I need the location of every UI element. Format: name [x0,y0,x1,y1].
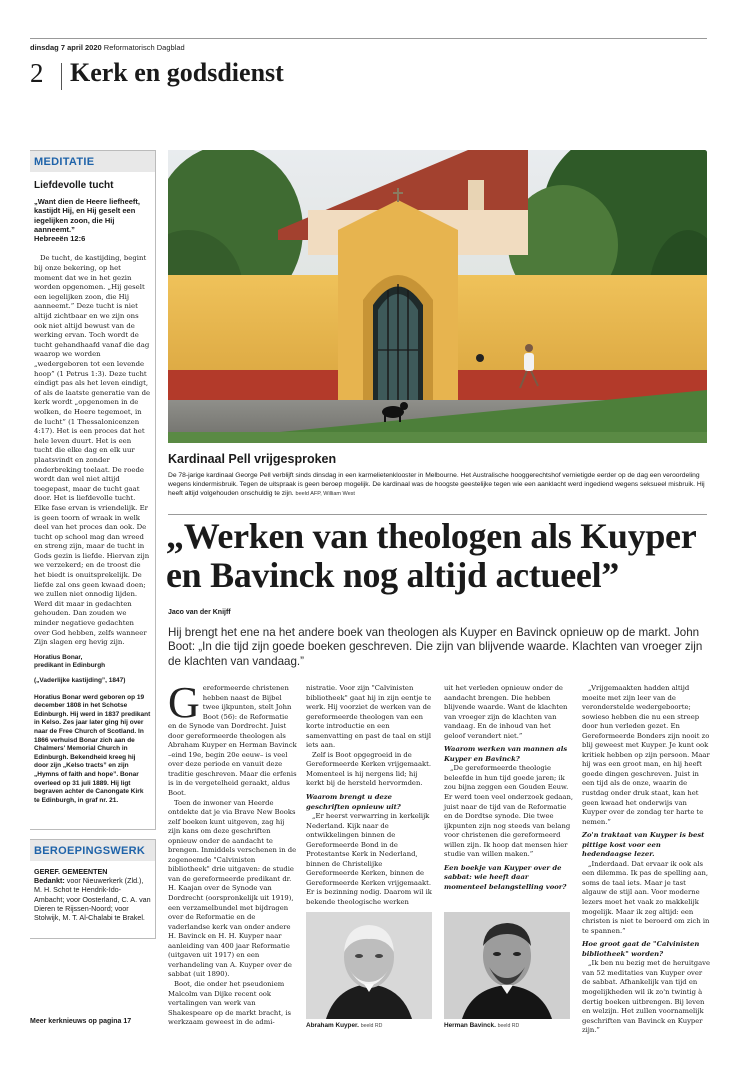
paragraph: Toen de inwoner van Heerde ontdekte dat je via Brave New Books zelf boeken kunt uitgeven, zag hij zijn kans om deze geschriften opnieuw onder de aandacht te brengen. Inmiddels verschenen in de zogenoemde "Calvinisten bibliotheek" drie uitgaven: de studie van de gereformeerde predikant dr. H. Kaajan over de Synode van Dordrecht (oorspronkelijk uit 1919), een verzamelbundel met bijdragen over de Reformatie en de vaderlandse kerk van onder andere H. Bavinck en H. H. Kuyper naar aanleiding van 400 jaar Reformatie (uitgaven uit 1917) en een verhandeling van A. Kuyper over de sabbat (uit 1890). [168,798,297,979]
pell-photo-credit: beeld AFP, William West [295,491,355,498]
kuyper-photo [306,912,432,1019]
paragraph: „Vrijgemaakten hadden altijd moeite met zijn leer van de veronderstelde wedergeboorte; sowieso hebben die nu een streep door hun verleden gezet. En Gereformeerde Bonders zijn nooit zo blij geweest met Kuyper. Je kunt ook kritiek hebben op zijn persoon. Maar hij was een groot man, en hij heeft goede dingen geschreven. Juist in een tijd als de onze, waarin de rustdag onder druk staat, kan het geen kwaad het onderwijs van Kuyper over de zondag ter harte te nemen.” [582,684,710,826]
monastery-gate-image [168,150,707,443]
bavinck-caption [444,1022,519,1029]
section-title: Kerk en godsdienst [70,58,284,87]
author-role: predikant in Edinburgh [34,662,106,670]
author-name: Horatius Bonar, [34,653,83,661]
drop-cap: G [168,678,200,727]
paragraph: Zelf is Boot opgegroeid in de Gereformeerde Kerken vrijgemaakt. Momenteel is hij nergens lid; hij kerkt bij de hersteld hervormden. [306,750,432,788]
beroepingswerk-box [30,839,156,939]
masthead-dateline [30,43,185,52]
interview-question: Een boekje van Kuyper over de sabbat: wie heeft daar momenteel belangstelling voor? [444,863,567,891]
paragraph: uit het verleden opnieuw onder de aandacht brengen. Die hebben blijvende waarde. Want de klachten van vroeger zijn de klachten van vandaag. En de inhoud van het geloof verandert niet.” [444,684,568,740]
bavinck-portrait [444,912,570,1019]
meditatie-label: MEDITATIE [30,151,155,172]
bavinck-credit: beeld RD [497,1023,520,1029]
meditatie-box [30,150,156,830]
pell-caption-text: De 78-jarige kardinaal George Pell verblijft sinds dinsdag in een karmelietenklooster in Melbourne. Het Australische hooggerechtshof vernietigde eerder op de dag een veroordeling wegens kindermisbruik. Tegen de uitspraak is geen beroep mogelijk. De kardinaal was de hoogste geestelijke tegen wie een aanklacht werd ingediend wegens seksueel misbruik. Hij heeft altijd volgehouden onschuldig te zijn. [168,472,705,498]
article-intro: Hij brengt het ene na het andere boek van theologen als Kuyper en Bavinck opnieuw op de markt. John Boot: „In die tijd zijn goede boeken geschreven. Die zijn van blijvende waarde. Klachten van vroeger zijn de klachten van vandaag.” [168,626,703,668]
top-rule [30,38,707,39]
more-news-link[interactable]: Meer kerknieuws op pagina 17 [30,1018,132,1025]
opening-paragraph [168,678,297,799]
meditatie-source: („Vaderlijke kastijding”, 1847) [34,677,126,685]
kuyper-name: Abraham Kuyper. [306,1022,359,1029]
author-bio: Horatius Bonar werd geboren op 19 december 1808 in het Schotse Edinburgh. Hij werd in 1837 predikant in Kelso. Zes jaar later ging hij over naar de Free Church of Scotland. In 1866 verhuisd Bonar zich aan de Chalmers' Memorial Church in Edinburgh. Bekendheid kreeg hij door zijn „Kelso tracts” en zijn „Hymns of faith and hope”. Bonar overleed op 31 juli 1889. Hij ligt begraven achter de Canongate Kirk te Edinburgh, in graf nr. 21. [34,693,151,804]
quote-reference: Hebreeën 12:6 [34,234,86,244]
article-byline: Jaco van der Knijff [168,609,231,616]
meditatie-body: De tucht, de kastijding, begint bij onze bekering, op het moment dat we in het gezin worden opgenomen. „Hij geselt een iegelijken zoon, die Hij aanneemt.” Deze tucht is niet altijd zichtbaar en we zijn ons ook niet altijd bewust van de werking ervan. Toch wordt de tucht gehandhaafd vanaf die dag waarop we worden „wedergeboren tot een levende hoop” (1 Petrus 1:3). Deze tucht eindigt pas als het leven eindigt, of als de laatste generatie van de kerk wordt „opgenomen in de wolken, de Heere tegemoet, in de lucht” (1 Thessalonicenzen 4:17). Het is een proces dat het hele leven duurt. Het is een tucht die elke dag en elk uur plaatsvindt en zonder onderbreking toelaat. De roede wordt dan wel niet altijd toegepast, maar de tucht gaat door. Het is liefdevolle tucht. Elke fase ervan is vriendelijk. Er is geen toorn of wraak in welk deel van het proces dan ook. De tucht op school mag dan wreed en streng zijn, maar de tucht in Gods gezin is liefde. Hiervan zijn we verzekerd; en de troost die het biedt is onuitsprekelijk. De liefde zal ons geen kwaad doen; we zullen niet onnodig lijden. Werd dit maar in gedachten gehouden. Dan zouden we minder negatieve gedachten over God hebben, zelfs wanneer Zijn slagen erg hevig zijn. [34,254,151,647]
interview-question: Waarom brengt u deze geschriften opnieuw uit? [306,793,401,811]
paragraph: „Er heerst verwarring in kerkelijk Nederland. Kijk naar de ontwikkelingen binnen de Gereformeerde Bond in de Protestantse Kerk in Nederland, binnen de Christelijke Gereformeerde Kerken, binnen de Gereformeerde Kerken vrijgemaakt. Er is bezinning nodig. Daarom wil ik bekende theologische werken [306,812,432,907]
pell-headline: Kardinaal Pell vrijgesproken [168,452,337,466]
denomination: GEREF. GEMEENTEN [34,867,108,876]
newspaper-name: Reformatorisch Dagblad [103,43,185,52]
interview-question: Waarom werken van mannen als Kuyper en Bavinck? [444,745,568,763]
issue-date: dinsdag 7 april 2020 [30,43,102,52]
beroepingswerk-text: voor Nieuwerkerk (Zld.), M. H. Schot te Hendrik-Ido-Ambacht; voor Oosterland, C. A. van Dieren te Rijssen-Noord; voor Stolwijk, M. T. Al-Chalabi te Brakel. [34,876,151,923]
bavinck-name: Herman Bavinck. [444,1022,496,1029]
bavinck-photo [444,912,570,1019]
quote-text: „Want dien de Heere liefheeft, kastijdt Hij, en Hij geselt een iegelijken zoon, die Hij aanneemt.” [34,197,140,234]
meditatie-title: Liefdevolle tucht [34,180,114,191]
paragraph: „Inderdaad. Dat ervaar ik ook als een dilemma. Ik pas de spelling aan, soms de taal iets. Maar je tast algauw de stijl aan. Voor moderne lezers moet het vaak zo makkelijk mogelijk. Maar ik zeg altijd: een christen is niet te beroerd om zich in te spannen.” [582,859,710,935]
kuyper-portrait [306,912,432,1019]
opening-text: ereformeerde christenen hebben naast de Bijbel twee ijkpunten, stelt John Boot (56): de Reformatie en de Synode van Dordrecht. Juist door gereformeerde theologen als Abraham Kuyper en Herman Bavinck –eind 19e, begin 20e eeuw– is veel over deze periode en vanuit deze traditie geschreven. Maar die erfenis is in de vergetelheid geraakt, aldus Boot. [168,684,297,798]
section-separator [61,63,62,90]
sidebar [30,150,156,1034]
interview-question: Zo'n traktaat van Kuyper is best pittige kost voor een hedendaagse lezer. [582,831,705,859]
paragraph: „Ik ben nu bezig met de heruitgave van 52 meditaties van Kuyper over de sabbat. Afhankelijk van tijd en mogelijkheden wil ik zo'n twintig à dertig boeken uitbrengen. Bij leven en welzijn. Het zullen voornamelijk geschriften van Bavinck en Kuyper zijn.” [582,959,711,1035]
meditatie-author [34,654,151,671]
article-column-3 [444,684,573,892]
beroepingswerk-label: BEROEPINGSWERK [30,840,155,861]
article-headline: „Werken van theologen als Kuyper en Bavinck nog altijd actueel” [166,516,696,595]
pell-caption [168,471,707,499]
paragraph: nistratie. Voor zijn "Calvinisten bibliotheek" gaat hij in zijn eentje te werk. Hij voorziet de werken van de gereformeerde theologen van een korte introductie en een samenvatting en past de taal en stijl iets aan. [306,684,432,750]
kuyper-caption [306,1022,382,1029]
pell-divider [168,514,707,515]
bedankt-label: Bedankt: [34,876,65,886]
article-column-2 [306,684,435,908]
paragraph: Boot, die onder het pseudoniem Malcolm van Dijke recent ook vertalingen van werk van Shakespeare op de markt bracht, is werkzaam geweest in de admi- [168,979,292,1027]
pell-photo [168,150,707,443]
paragraph: „De gereformeerde theologie beleefde in hun tijd goede jaren; ik zou bijna zeggen een Gouden Eeuw. Er werd toen veel onderzoek gedaan, juist naar de tijd van de Reformatie en de Dordtse synode. Die twee ijkpunten zijn nog steeds van belang voor christenen die gereformeerd willen zijn. Ik hoop dat mensen hier studie van willen maken.” [444,764,574,859]
meditatie-quote [34,197,151,243]
article-column-4 [582,684,711,1036]
interview-question: Hoe groot gaat de "Calvinisten bibliotheek" worden? [582,940,700,958]
article-column-1 [168,678,297,1028]
beroepingswerk-body [34,867,151,922]
kuyper-credit: beeld RD [360,1023,383,1029]
page-number: 2 [30,58,44,88]
